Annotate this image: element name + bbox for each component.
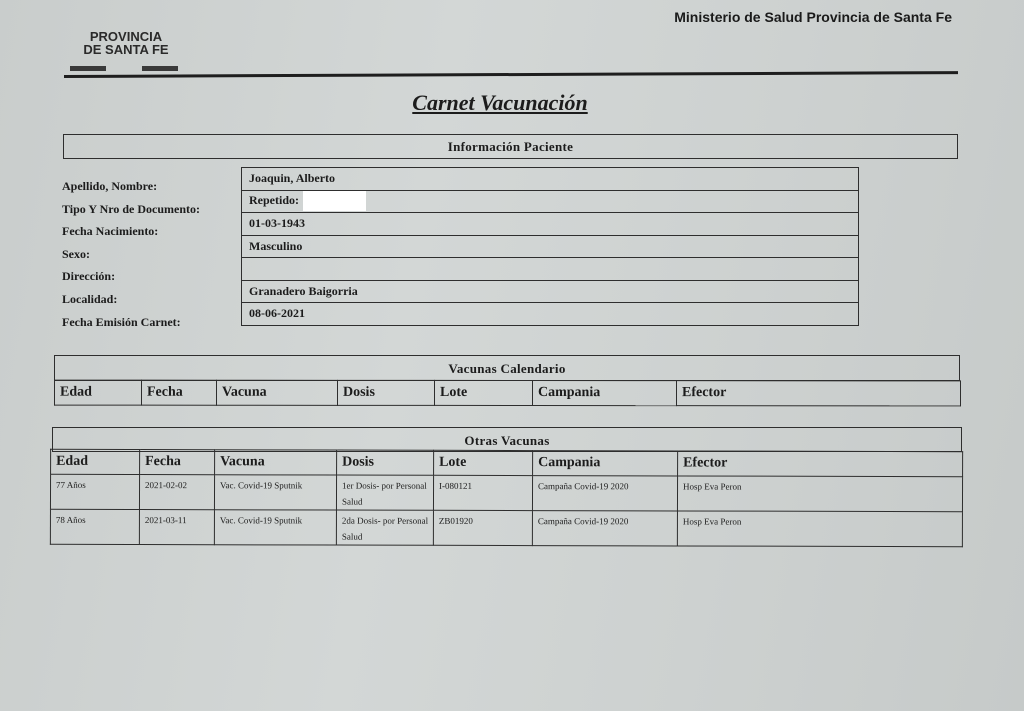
cell-lote: I-080121 bbox=[433, 475, 532, 510]
value-sexo: Masculino bbox=[242, 235, 859, 258]
cell-fecha: 2021-03-11 bbox=[139, 510, 214, 545]
cell-efector: Hosp Eva Peron bbox=[677, 511, 962, 547]
label-tipo-documento: Tipo Y Nro de Documento: bbox=[62, 201, 200, 216]
table-header-row bbox=[51, 449, 963, 476]
value-apellido-nombre: Joaquin, Alberto bbox=[242, 168, 859, 191]
logo-text-line1: PROVINCIA bbox=[89, 29, 163, 44]
info-row bbox=[242, 303, 859, 326]
col-lote: Lote bbox=[434, 380, 532, 405]
col-efector: Efector bbox=[676, 381, 960, 406]
value-fecha-emision: 08-06-2021 bbox=[242, 303, 859, 326]
cell-campania: Campaña Covid-19 2020 bbox=[532, 511, 677, 546]
cell-lote: ZB01920 bbox=[433, 510, 532, 545]
logo-bar-right bbox=[142, 66, 178, 71]
value-tipo-documento: Repetido: bbox=[249, 193, 299, 207]
info-row bbox=[242, 213, 859, 236]
provincia-logo bbox=[70, 30, 190, 72]
logo-bar-left bbox=[70, 66, 106, 71]
table-row bbox=[50, 509, 962, 546]
ministry-name: Ministerio de Salud Provincia de Santa Fe bbox=[674, 9, 952, 25]
col-dosis: Dosis bbox=[337, 380, 434, 405]
col-campania: Campania bbox=[533, 451, 678, 476]
cell-campania: Campaña Covid-19 2020 bbox=[532, 476, 677, 511]
cell-fecha: 2021-02-02 bbox=[139, 475, 214, 510]
col-dosis: Dosis bbox=[337, 450, 434, 475]
patient-info-values bbox=[241, 167, 859, 326]
cell-vacuna: Vac. Covid-19 Sputnik bbox=[214, 510, 336, 545]
info-row bbox=[242, 168, 859, 191]
logo-text-line2: DE SANTA FE bbox=[83, 42, 169, 57]
info-row bbox=[242, 280, 859, 303]
cell-efector: Hosp Eva Peron bbox=[677, 476, 962, 512]
info-row bbox=[242, 258, 859, 281]
label-sexo: Sexo: bbox=[62, 246, 90, 261]
value-tipo-documento-cell bbox=[242, 190, 859, 213]
col-lote: Lote bbox=[434, 450, 533, 475]
label-apellido-nombre: Apellido, Nombre: bbox=[62, 179, 158, 193]
label-fecha-emision: Fecha Emisión Carnet: bbox=[62, 314, 181, 329]
cell-vacuna: Vac. Covid-19 Sputnik bbox=[214, 475, 336, 510]
col-edad: Edad bbox=[51, 449, 140, 474]
label-fecha-nacimiento: Fecha Nacimiento: bbox=[62, 224, 159, 239]
page-title: Carnet Vacunación bbox=[412, 90, 588, 115]
otras-vacunas-table bbox=[50, 449, 963, 547]
otras-vacunas-header: Otras Vacunas bbox=[52, 427, 962, 452]
cell-dosis: 1er Dosis- por Personal Salud bbox=[336, 475, 433, 510]
vacunas-calendario-header: Vacunas Calendario bbox=[54, 355, 960, 381]
patient-info-header: Información Paciente bbox=[63, 134, 958, 159]
info-row bbox=[242, 190, 859, 213]
col-campania: Campania bbox=[532, 381, 676, 406]
col-edad: Edad bbox=[54, 380, 141, 405]
col-vacuna: Vacuna bbox=[216, 380, 337, 405]
value-direccion bbox=[242, 258, 859, 281]
vacunas-calendario-table bbox=[54, 380, 961, 407]
col-fecha: Fecha bbox=[140, 450, 215, 475]
info-row bbox=[242, 235, 859, 258]
col-efector: Efector bbox=[678, 451, 963, 477]
cell-dosis: 2da Dosis- por Personal Salud bbox=[336, 510, 433, 545]
table-header-row bbox=[54, 380, 960, 406]
redaction-box bbox=[303, 191, 366, 211]
col-vacuna: Vacuna bbox=[215, 450, 337, 475]
table-row bbox=[50, 474, 962, 511]
value-localidad: Granadero Baigorria bbox=[242, 280, 859, 303]
cell-edad: 78 Años bbox=[50, 509, 139, 544]
col-fecha: Fecha bbox=[141, 380, 216, 405]
label-direccion: Dirección: bbox=[62, 269, 116, 284]
logo-bars bbox=[70, 66, 190, 72]
cell-edad: 77 Años bbox=[50, 474, 139, 509]
label-localidad: Localidad: bbox=[62, 291, 118, 306]
value-fecha-nacimiento: 01-03-1943 bbox=[242, 213, 859, 236]
patient-info-labels bbox=[62, 175, 200, 333]
header-divider bbox=[64, 71, 958, 78]
